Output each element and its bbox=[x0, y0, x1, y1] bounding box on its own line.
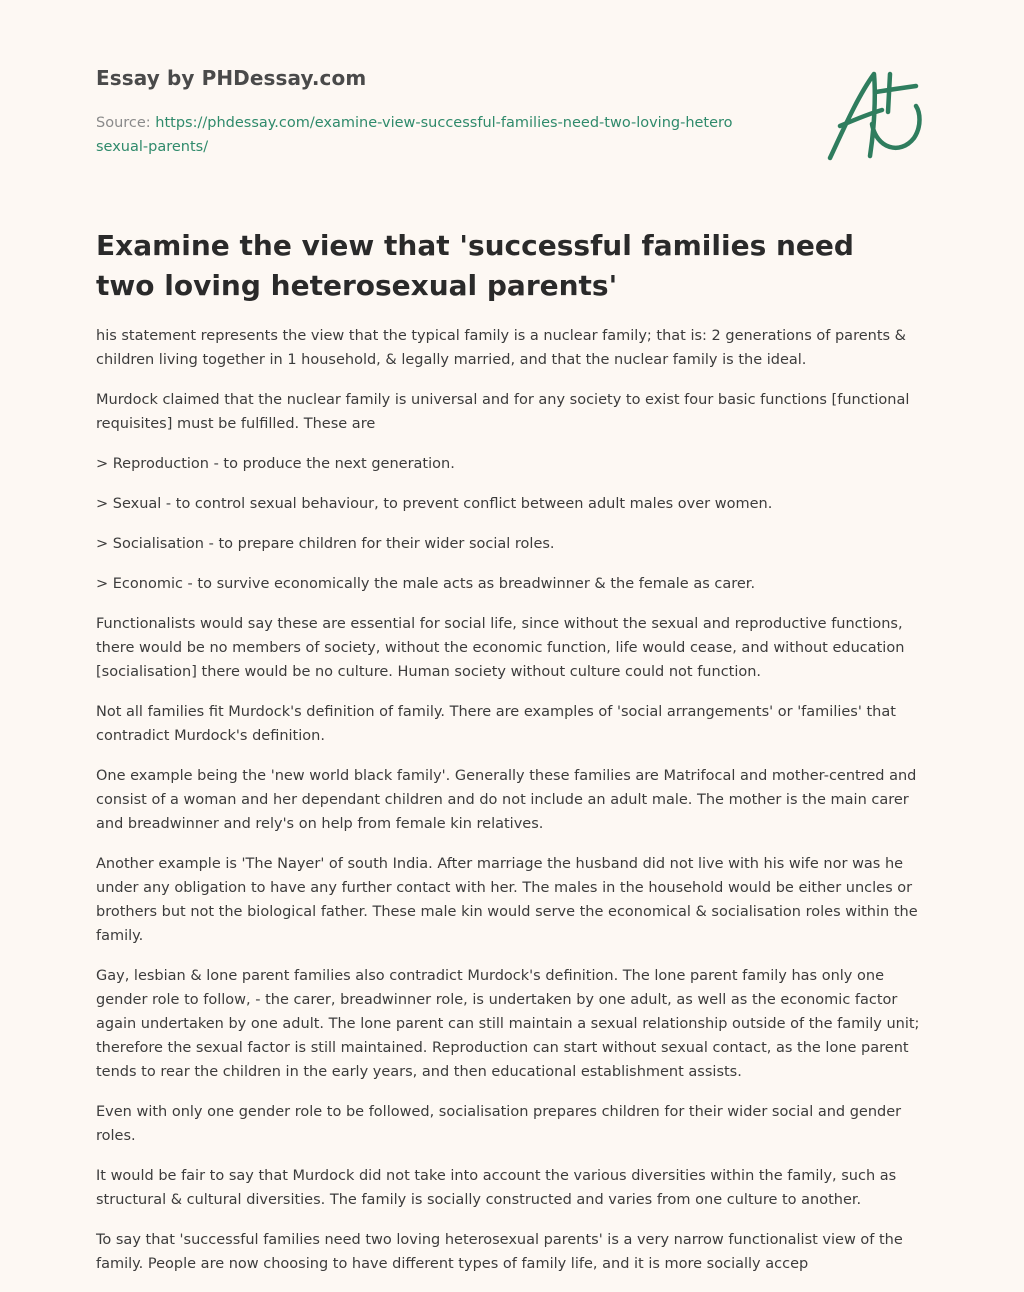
source-link[interactable]: https://phdessay.com/examine-view-successful-families-need-two-loving-heterosexual-parents/ bbox=[96, 115, 733, 155]
site-brand: Essay by PHDessay.com bbox=[96, 66, 367, 90]
essay-paragraph: It would be fair to say that Murdock did not take into account the various diversities within the family, such as structural & cultural diversities. The family is socially constructed and varies from one culture to another. bbox=[96, 1168, 897, 1208]
essay-paragraph: Another example is 'The Nayer' of south India. After marriage the husband did not live with his wife nor was he under any obligation to have any further contact with her. The males in the household would be either uncles or brothers but not the biological father. These male kin would serve the economical & socialisation roles within the family. bbox=[96, 856, 918, 944]
essay-paragraph: Functionalists would say these are essential for social life, since without the sexual and reproductive functions, there would be no members of society, without the economic function, life would cease, and without education [socialisation] there would be no culture. Human society without culture could not function. bbox=[96, 616, 905, 680]
essay-paragraph: his statement represents the view that the typical family is a nuclear family; that is: 2 generations of parents & children living together in 1 household, & legally married, and that the nuclear family is the ideal. bbox=[96, 328, 906, 368]
essay-paragraph: > Socialisation - to prepare children for their wider social roles. bbox=[96, 536, 555, 552]
essay-body bbox=[96, 324, 928, 1292]
essay-title: Examine the view that 'successful families need two loving heterosexual parents' bbox=[96, 229, 854, 302]
essay-paragraph: Even with only one gender role to be followed, socialisation prepares children for their wider social and gender roles. bbox=[96, 1104, 902, 1144]
essay-paragraph: > Reproduction - to produce the next generation. bbox=[96, 456, 455, 472]
essay-paragraph: One example being the 'new world black family'. Generally these families are Matrifocal and mother-centred and consist of a woman and her dependant children and do not include an adult male. The mother is the main carer and breadwinner and rely's on help from female kin relatives. bbox=[96, 768, 917, 832]
essay-paragraph: To say that 'successful families need two loving heterosexual parents' is a very narrow functionalist view of the family. People are now choosing to have different types of family life, and it is more socially accep bbox=[96, 1232, 903, 1272]
essay-paragraph: > Economic - to survive economically the male acts as breadwinner & the female as carer. bbox=[96, 576, 756, 592]
a-plus-logo-icon bbox=[824, 68, 930, 164]
source-label: Source: bbox=[96, 115, 156, 131]
essay-paragraph: Gay, lesbian & lone parent families also contradict Murdock's definition. The lone parent family has only one gender role to follow, - the carer, breadwinner role, is undertaken by one adult, as well as the economic factor again undertaken by one adult. The lone parent can still maintain a sexual relationship outside of the family unit; therefore the sexual factor is still maintained. Reproduction can start without sexual contact, as the lone parent tends to rear the children in the early years, and then educational establishment assists. bbox=[96, 968, 920, 1080]
essay-paragraph: Murdock claimed that the nuclear family is universal and for any society to exist four basic functions [functional requisites] must be fulfilled. These are bbox=[96, 392, 910, 432]
essay-paragraph: Not all families fit Murdock's definition of family. There are examples of 'social arrangements' or 'families' that contradict Murdock's definition. bbox=[96, 704, 896, 744]
source-line bbox=[96, 111, 736, 159]
essay-paragraph: > Sexual - to control sexual behaviour, to prevent conflict between adult males over women. bbox=[96, 496, 773, 512]
